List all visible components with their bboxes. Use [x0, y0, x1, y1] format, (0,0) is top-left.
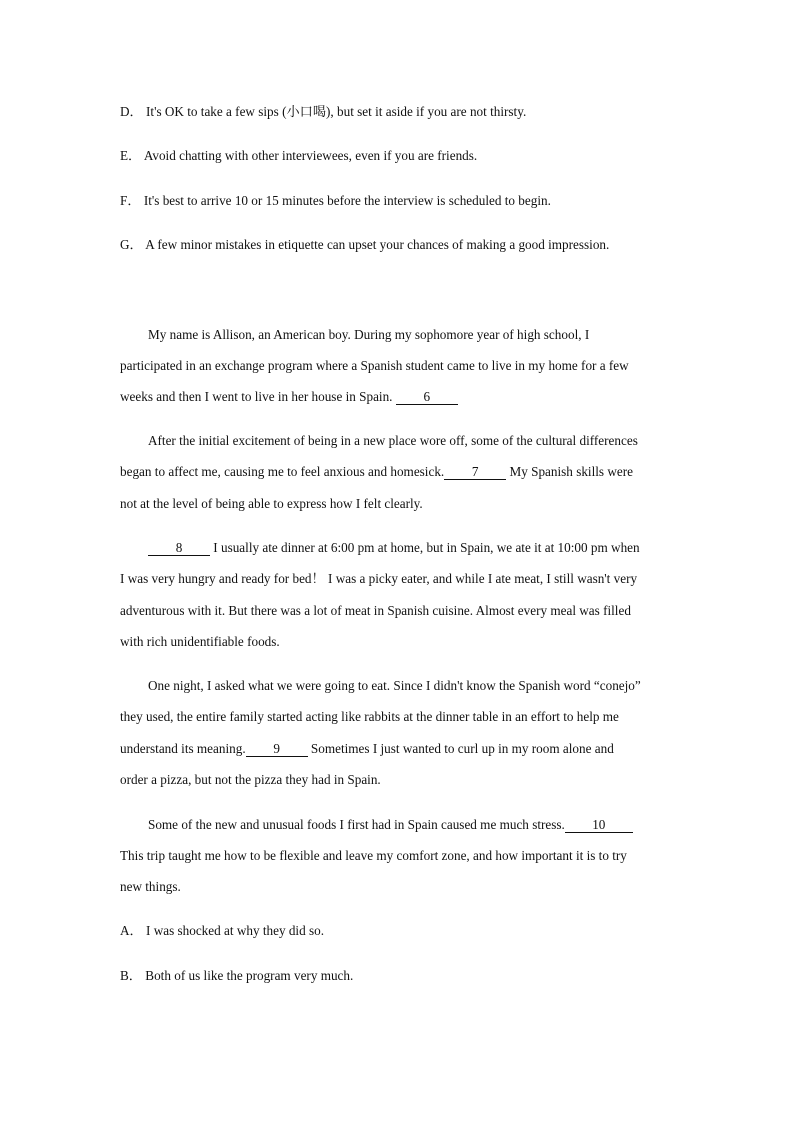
- blank-8: 8: [148, 541, 210, 556]
- blank-6: 6: [396, 390, 458, 405]
- option-g: [120, 237, 609, 253]
- paragraph-3-line-4: with rich unidentifiable foods.: [120, 634, 280, 649]
- paragraph-text: Sometimes I just wanted to curl up in my room alone and: [310, 741, 614, 756]
- paragraph-5-line-3: new things.: [120, 879, 181, 894]
- paragraph-5-line-1: [148, 817, 633, 833]
- option-letter: G．: [120, 237, 143, 252]
- option-letter: E．: [120, 148, 142, 163]
- option-text: It's OK to take a few sips (小口喝), but set it aside if you are not thirsty.: [146, 104, 527, 119]
- option-letter: A．: [120, 923, 143, 938]
- option-text: Both of us like the program very much.: [145, 968, 354, 983]
- paragraph-3-line-1: [148, 540, 640, 556]
- option-letter: F．: [120, 193, 141, 208]
- option-b: [120, 968, 353, 984]
- paragraph-text: began to affect me, causing me to feel anxious and homesick.: [120, 464, 445, 479]
- paragraph-4-line-1: One night, I asked what we were going to eat. Since I didn't know the Spanish word “conejo”: [148, 678, 641, 693]
- paragraph-1-line-1: My name is Allison, an American boy. During my sophomore year of high school, I: [148, 327, 590, 342]
- option-d: [120, 104, 526, 120]
- paragraph-text: My Spanish skills were: [509, 464, 633, 479]
- paragraph-4-line-2: they used, the entire family started acting like rabbits at the dinner table in an effort to help me: [120, 709, 619, 724]
- paragraph-4-line-4: order a pizza, but not the pizza they had in Spain.: [120, 772, 381, 787]
- paragraph-text: I usually ate dinner at 6:00 pm at home, but in Spain, we ate it at 10:00 pm when: [213, 540, 640, 555]
- paragraph-text: Some of the new and unusual foods I first had in Spain caused me much stress.: [148, 817, 565, 832]
- option-e: [120, 148, 477, 164]
- option-text: I was shocked at why they did so.: [146, 923, 325, 938]
- blank-9: 9: [246, 742, 308, 757]
- option-letter: D．: [120, 104, 143, 119]
- blank-7: 7: [444, 465, 506, 480]
- option-a: [120, 923, 324, 939]
- paragraph-1-line-2: participated in an exchange program where a Spanish student came to live in my home for a few: [120, 358, 629, 373]
- paragraph-1-line-3: [120, 389, 458, 405]
- paragraph-2-line-2: [120, 464, 633, 480]
- paragraph-3-line-3: adventurous with it. But there was a lot of meat in Spanish cuisine. Almost every meal was filled: [120, 603, 631, 618]
- option-text: A few minor mistakes in etiquette can upset your chances of making a good impression.: [145, 237, 610, 252]
- paragraph-text: weeks and then I went to live in her house in Spain.: [120, 389, 393, 404]
- paragraph-2-line-3: not at the level of being able to express how I felt clearly.: [120, 496, 423, 511]
- paragraph-3-line-2: I was very hungry and ready for bed！ I was a picky eater, and while I ate meat, I still wasn't very: [120, 571, 638, 586]
- option-text: Avoid chatting with other interviewees, even if you are friends.: [143, 148, 478, 163]
- paragraph-4-line-3: [120, 741, 614, 757]
- paragraph-5-line-2: This trip taught me how to be flexible and leave my comfort zone, and how important it is to try: [120, 848, 627, 863]
- paragraph-text: understand its meaning.: [120, 741, 246, 756]
- paragraph-2-line-1: After the initial excitement of being in a new place wore off, some of the cultural differences: [148, 433, 638, 448]
- option-text: It's best to arrive 10 or 15 minutes before the interview is scheduled to begin.: [143, 193, 551, 208]
- option-f: [120, 193, 551, 209]
- option-letter: B．: [120, 968, 142, 983]
- blank-10: 10: [565, 818, 633, 833]
